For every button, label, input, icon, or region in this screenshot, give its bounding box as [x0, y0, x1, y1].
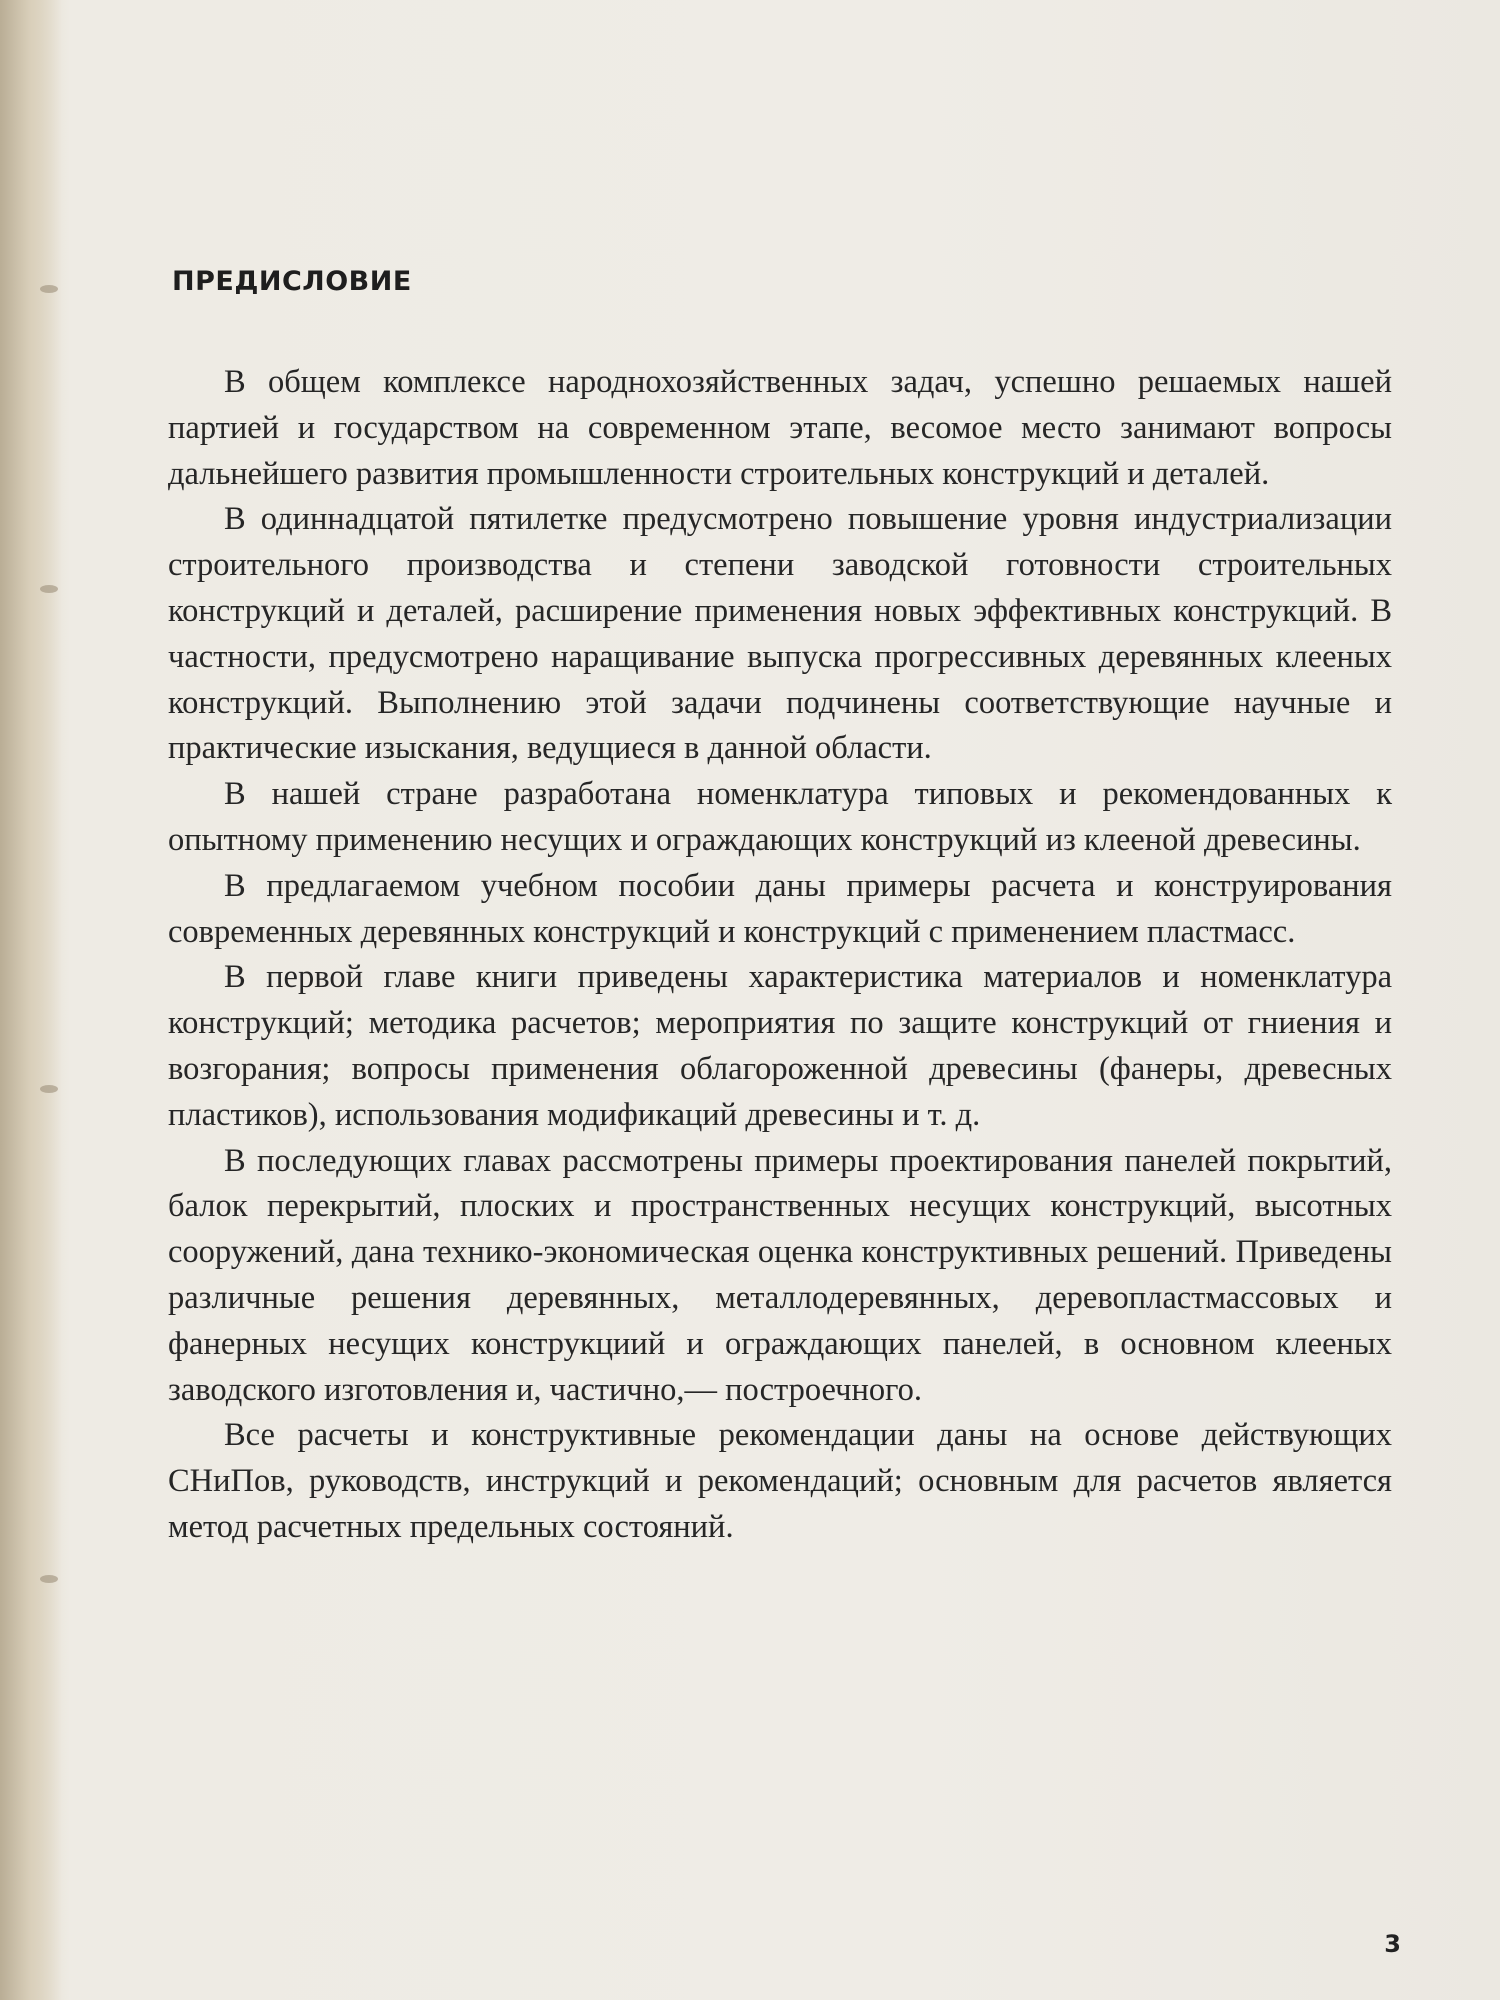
paragraph-6: В последующих главах рассмотрены примеры проектирования панелей покрытий, балок перекрытий, плоских и пространственных несущих конструкций, высотных сооружений, дана технико-экономическая оценка конструктивных решений. Приведены различные решения деревянных, металлодеревянных, деревопластмассовых и фанерных несущих конструкциий и ограждающих панелей, в основном клееных заводского изготовления и, частично,— построечного. [168, 1142, 1392, 1408]
paragraph-5: В первой главе книги приведены характеристика материалов и номенклатура конструкций; методика расчетов; мероприятия по защите конструкций от гниения и возгорания; вопросы применения облагороженной древесины (фанеры, древесных пластиков), использования модификаций древесины и т. д. [168, 959, 1392, 1133]
page-number: 3 [1384, 1930, 1401, 1958]
paragraph-2: В одиннадцатой пятилетке предусмотрено повышение уровня индустриализации строительного производства и степени заводской готовности строительных конструкций и деталей, расширение применения новых эффективных конструкций. В частности, предусмотрено наращивание выпуска прогрессивных деревянных клееных конструкций. Выполнению этой задачи подчинены соответствующие научные и практические изыскания, ведущиеся в данной области. [168, 501, 1392, 767]
page-gutter [0, 0, 62, 2000]
section-heading: ПРЕДИСЛОВИЕ [172, 266, 412, 297]
page-edge-mark [40, 1085, 58, 1093]
page-edge-mark [40, 1575, 58, 1583]
paragraph-3: В нашей стране разработана номенклатура типовых и рекомендованных к опытному применению несущих и ограждающих конструкций из клееной древесины. [168, 776, 1392, 858]
paragraph-7: Все расчеты и конструктивные рекомендации даны на основе действующих СНиПов, руководств, инструкций и рекомендаций; основным для расчетов является метод расчетных предельных состояний. [168, 1417, 1392, 1545]
body-text [168, 360, 1392, 1551]
page-edge-mark [40, 285, 58, 293]
paragraph-4: В предлагаемом учебном пособии даны примеры расчета и конструирования современных деревянных конструкций и конструкций с применением пластмасс. [168, 867, 1392, 950]
paragraph-1: В общем комплексе народнохозяйственных задач, успешно решаемых нашей партией и государством на современном этапе, весомое место занимают вопросы дальнейшего развития промышленности строительных конструкций и деталей. [168, 364, 1392, 492]
page-edge-mark [40, 585, 58, 593]
